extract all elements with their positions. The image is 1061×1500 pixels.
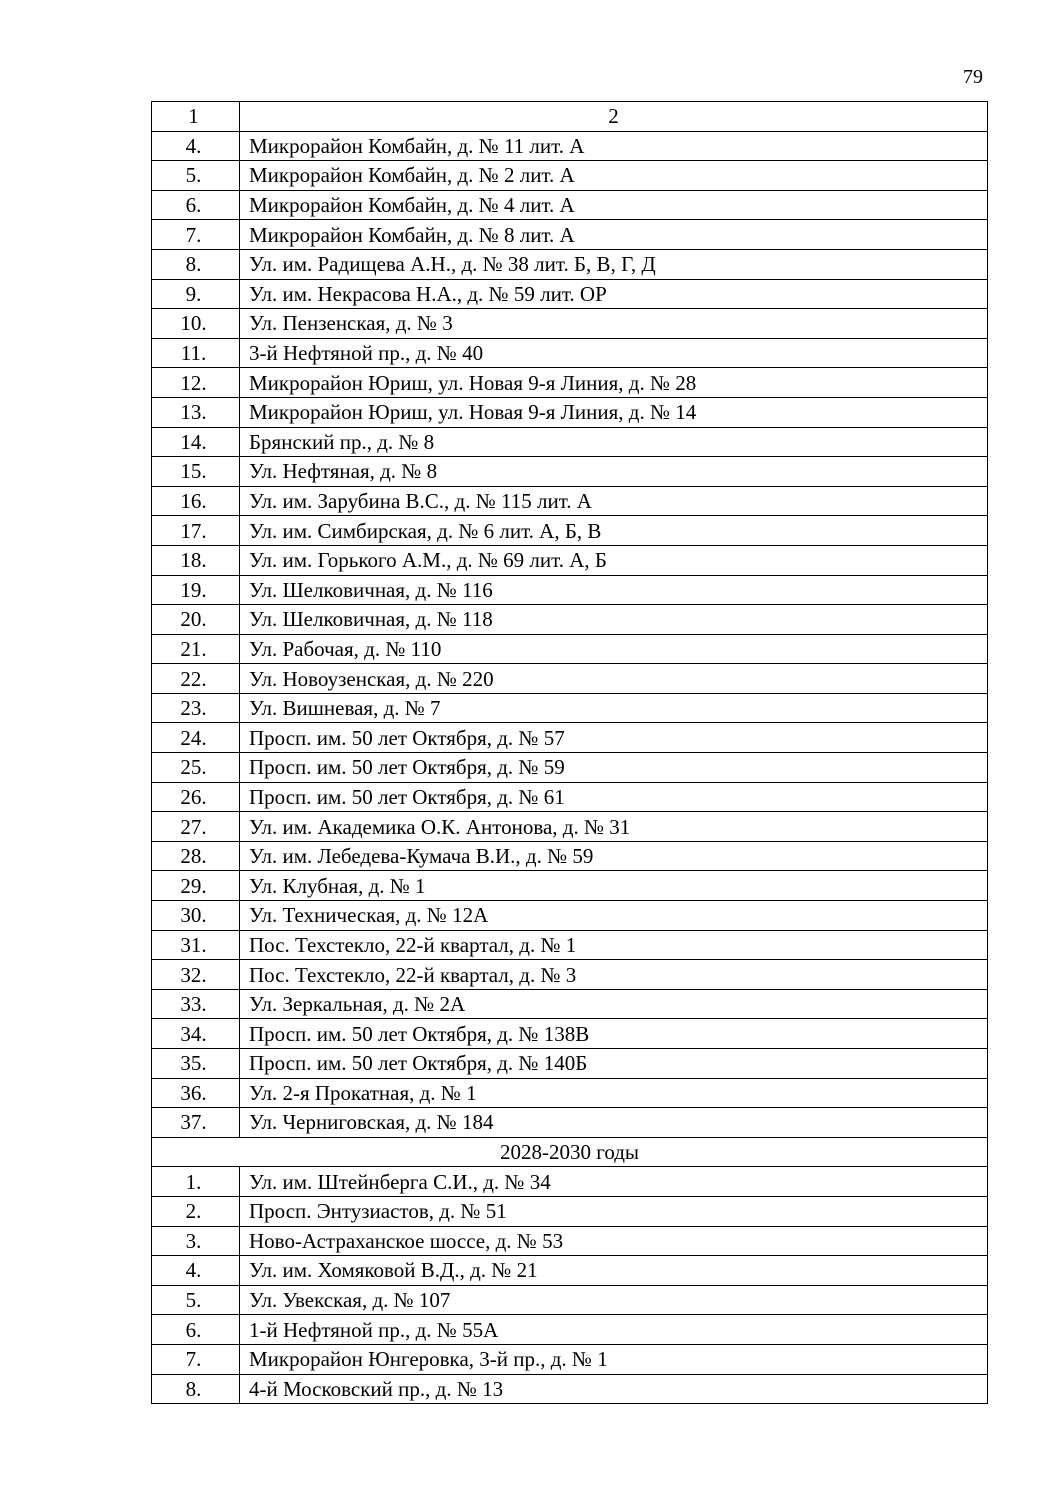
row-number: 8. <box>152 249 240 279</box>
row-number: 24. <box>152 723 240 753</box>
table-row <box>152 1049 988 1079</box>
table-row <box>152 1285 988 1315</box>
row-number: 9. <box>152 279 240 309</box>
row-number: 23. <box>152 693 240 723</box>
table-row <box>152 486 988 516</box>
row-number: 16. <box>152 486 240 516</box>
row-number: 31. <box>152 930 240 960</box>
row-address: Ул. им. Лебедева-Кумача В.И., д. № 59 <box>240 841 988 871</box>
row-address: Просп. им. 50 лет Октября, д. № 59 <box>240 753 988 783</box>
row-address: Микрорайон Юриш, ул. Новая 9-я Линия, д. № 28 <box>240 368 988 398</box>
table-row <box>152 1078 988 1108</box>
row-address: Ул. Зеркальная, д. № 2А <box>240 989 988 1019</box>
row-number: 3. <box>152 1226 240 1256</box>
table-row <box>152 131 988 161</box>
row-address: Микрорайон Комбайн, д. № 11 лит. А <box>240 131 988 161</box>
table-row <box>152 1196 988 1226</box>
row-address: Ул. Новоузенская, д. № 220 <box>240 664 988 694</box>
table-row <box>152 841 988 871</box>
row-address: Ул. 2-я Прокатная, д. № 1 <box>240 1078 988 1108</box>
row-address: Ул. Шелковичная, д. № 116 <box>240 575 988 605</box>
table-body <box>152 102 988 1404</box>
row-address: Пос. Техстекло, 22-й квартал, д. № 3 <box>240 960 988 990</box>
row-address: Просп. им. 50 лет Октября, д. № 57 <box>240 723 988 753</box>
table-row <box>152 575 988 605</box>
row-number: 27. <box>152 812 240 842</box>
row-address: Просп. им. 50 лет Октября, д. № 140Б <box>240 1049 988 1079</box>
row-number: 5. <box>152 1285 240 1315</box>
row-number: 15. <box>152 457 240 487</box>
table-row <box>152 279 988 309</box>
table-row <box>152 190 988 220</box>
row-address: Ул. им. Горького А.М., д. № 69 лит. А, Б <box>240 545 988 575</box>
row-address: Микрорайон Комбайн, д. № 4 лит. А <box>240 190 988 220</box>
header-col-number: 1 <box>152 102 240 132</box>
row-number: 26. <box>152 782 240 812</box>
table-row <box>152 960 988 990</box>
table-row <box>152 812 988 842</box>
row-address: Ул. им. Радищева А.Н., д. № 38 лит. Б, В, Г, Д <box>240 249 988 279</box>
row-address: Ул. Черниговская, д. № 184 <box>240 1108 988 1138</box>
row-address: Ул. им. Штейнберга С.И., д. № 34 <box>240 1167 988 1197</box>
row-number: 7. <box>152 1344 240 1374</box>
table-row <box>152 901 988 931</box>
row-number: 32. <box>152 960 240 990</box>
table-row <box>152 545 988 575</box>
row-number: 14. <box>152 427 240 457</box>
table-row <box>152 161 988 191</box>
row-number: 8. <box>152 1374 240 1404</box>
row-address: 3-й Нефтяной пр., д. № 40 <box>240 338 988 368</box>
row-number: 13. <box>152 397 240 427</box>
row-address: Просп. им. 50 лет Октября, д. № 138В <box>240 1019 988 1049</box>
row-address: Ул. им. Симбирская, д. № 6 лит. А, Б, В <box>240 516 988 546</box>
row-address: Ул. Техническая, д. № 12А <box>240 901 988 931</box>
row-address: Ул. Шелковичная, д. № 118 <box>240 605 988 635</box>
row-number: 34. <box>152 1019 240 1049</box>
row-address: Ул. Вишневая, д. № 7 <box>240 693 988 723</box>
row-address: Ул. Нефтяная, д. № 8 <box>240 457 988 487</box>
section-heading: 2028-2030 годы <box>152 1137 988 1167</box>
table-row <box>152 1344 988 1374</box>
table-row <box>152 516 988 546</box>
row-address: Микрорайон Комбайн, д. № 2 лит. А <box>240 161 988 191</box>
table-row <box>152 1374 988 1404</box>
row-address: Пос. Техстекло, 22-й квартал, д. № 1 <box>240 930 988 960</box>
row-address: Микрорайон Юнгеровка, 3-й пр., д. № 1 <box>240 1344 988 1374</box>
row-number: 1. <box>152 1167 240 1197</box>
table-row <box>152 753 988 783</box>
row-number: 21. <box>152 634 240 664</box>
row-address: Ул. Пензенская, д. № 3 <box>240 309 988 339</box>
row-number: 36. <box>152 1078 240 1108</box>
row-number: 22. <box>152 664 240 694</box>
address-table <box>151 101 988 1404</box>
row-number: 19. <box>152 575 240 605</box>
table-row <box>152 664 988 694</box>
table-row <box>152 368 988 398</box>
row-number: 25. <box>152 753 240 783</box>
row-address: Просп. им. 50 лет Октября, д. № 61 <box>240 782 988 812</box>
table-row <box>152 871 988 901</box>
row-number: 5. <box>152 161 240 191</box>
table-row <box>152 457 988 487</box>
row-number: 28. <box>152 841 240 871</box>
table-row <box>152 1019 988 1049</box>
row-number: 35. <box>152 1049 240 1079</box>
table-row <box>152 605 988 635</box>
row-address: Ул. им. Некрасова Н.А., д. № 59 лит. ОР <box>240 279 988 309</box>
row-address: Ул. им. Зарубина В.С., д. № 115 лит. А <box>240 486 988 516</box>
table-row <box>152 930 988 960</box>
row-number: 2. <box>152 1196 240 1226</box>
row-number: 10. <box>152 309 240 339</box>
table-row <box>152 249 988 279</box>
row-address: Ул. Клубная, д. № 1 <box>240 871 988 901</box>
table-row <box>152 782 988 812</box>
table-row <box>152 634 988 664</box>
row-address: 1-й Нефтяной пр., д. № 55А <box>240 1315 988 1345</box>
row-number: 4. <box>152 1256 240 1286</box>
row-number: 37. <box>152 1108 240 1138</box>
table-row <box>152 693 988 723</box>
table-row <box>152 1315 988 1345</box>
table-row <box>152 309 988 339</box>
row-number: 11. <box>152 338 240 368</box>
table-row <box>152 1108 988 1138</box>
row-number: 12. <box>152 368 240 398</box>
row-address: Ул. им. Академика О.К. Антонова, д. № 31 <box>240 812 988 842</box>
row-address: Брянский пр., д. № 8 <box>240 427 988 457</box>
row-number: 17. <box>152 516 240 546</box>
row-address: Ул. Рабочая, д. № 110 <box>240 634 988 664</box>
row-number: 6. <box>152 190 240 220</box>
row-number: 18. <box>152 545 240 575</box>
table-row <box>152 1256 988 1286</box>
row-address: Ново-Астраханское шоссе, д. № 53 <box>240 1226 988 1256</box>
row-number: 6. <box>152 1315 240 1345</box>
row-address: 4-й Московский пр., д. № 13 <box>240 1374 988 1404</box>
table-row <box>152 989 988 1019</box>
row-number: 7. <box>152 220 240 250</box>
table-header-row <box>152 102 988 132</box>
row-address: Микрорайон Юриш, ул. Новая 9-я Линия, д. № 14 <box>240 397 988 427</box>
table-row <box>152 1226 988 1256</box>
table-row <box>152 338 988 368</box>
table-row <box>152 220 988 250</box>
row-number: 4. <box>152 131 240 161</box>
table-row <box>152 427 988 457</box>
table-row <box>152 397 988 427</box>
row-address: Ул. Увекская, д. № 107 <box>240 1285 988 1315</box>
section-heading-row <box>152 1137 988 1167</box>
row-address: Ул. им. Хомяковой В.Д., д. № 21 <box>240 1256 988 1286</box>
row-number: 29. <box>152 871 240 901</box>
header-col-address: 2 <box>240 102 988 132</box>
row-number: 20. <box>152 605 240 635</box>
row-number: 33. <box>152 989 240 1019</box>
page-number: 79 <box>963 66 983 88</box>
table-row <box>152 723 988 753</box>
row-number: 30. <box>152 901 240 931</box>
row-address: Микрорайон Комбайн, д. № 8 лит. А <box>240 220 988 250</box>
table-row <box>152 1167 988 1197</box>
row-address: Просп. Энтузиастов, д. № 51 <box>240 1196 988 1226</box>
